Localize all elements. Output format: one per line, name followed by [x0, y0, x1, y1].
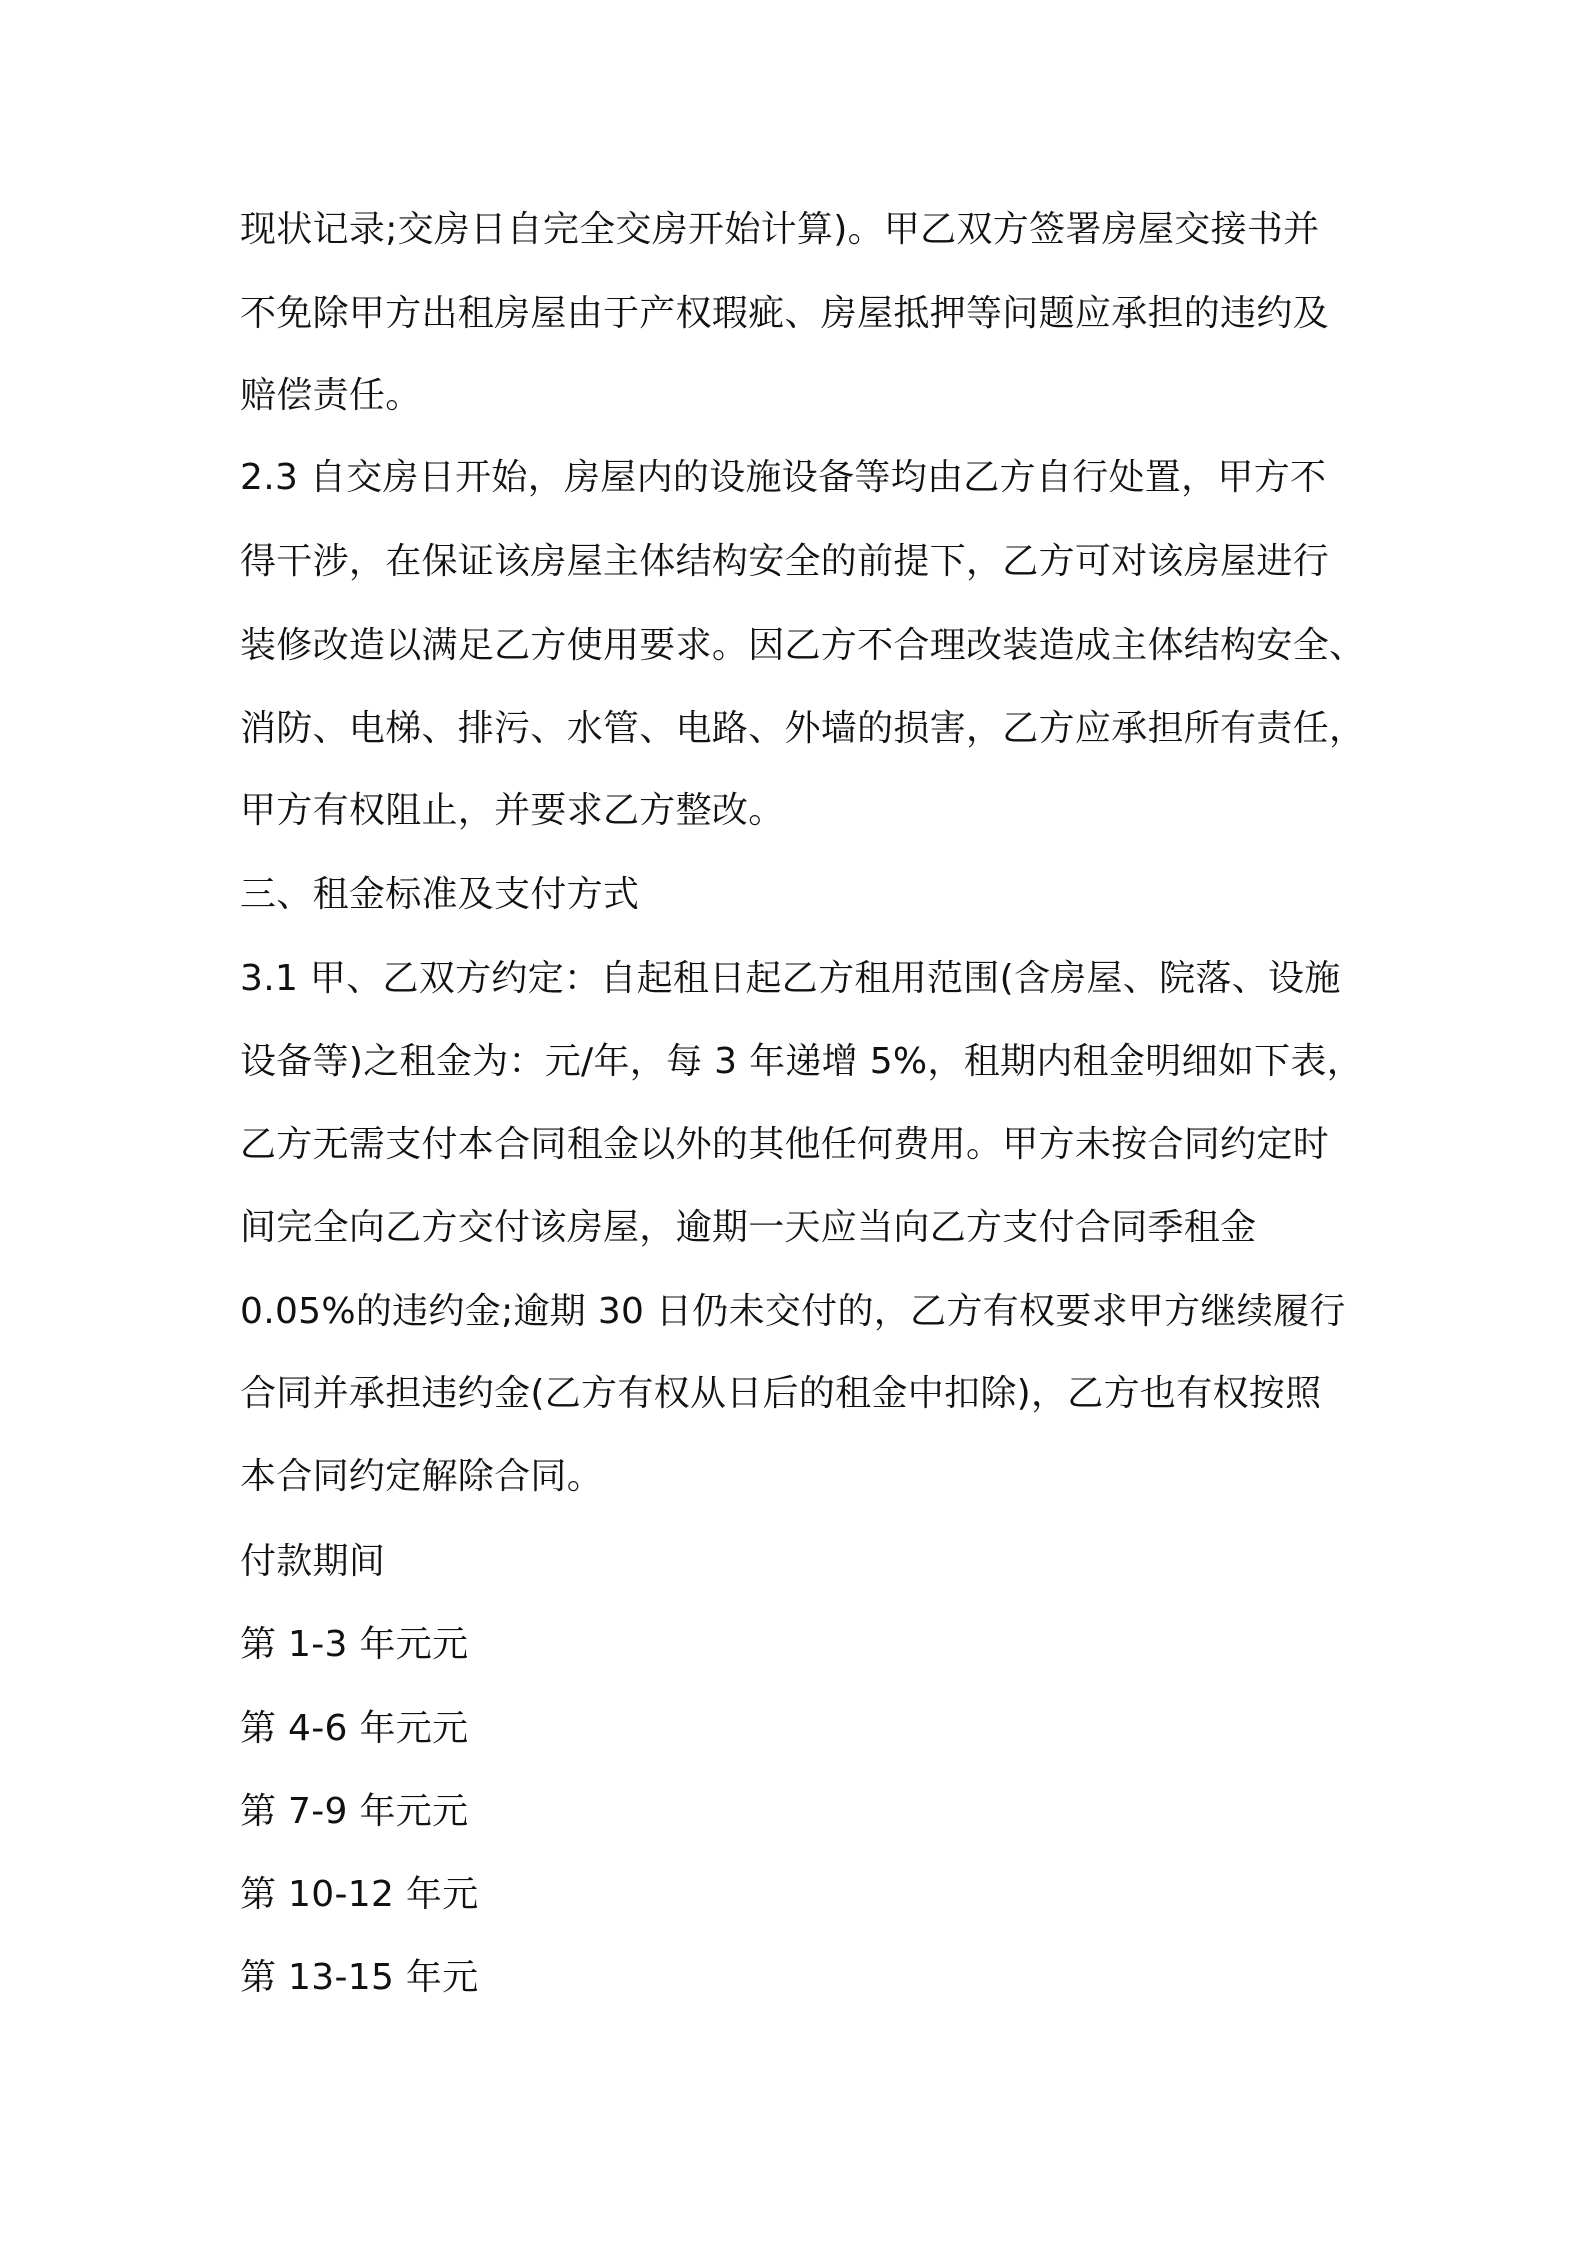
- payment-period-item: 第 10-12 年元: [240, 1874, 479, 1915]
- payment-period-item: 第 13-15 年元: [240, 1957, 479, 1998]
- text-line: 赔偿责任。: [240, 375, 422, 416]
- payment-period-label: 付款期间: [240, 1541, 386, 1582]
- text-line: 装修改造以满足乙方使用要求。因乙方不合理改装造成主体结构安全、: [240, 625, 1366, 666]
- text-line: 合同并承担违约金(乙方有权从日后的租金中扣除)，乙方也有权按照: [240, 1373, 1322, 1414]
- text-line: 甲方有权阻止，并要求乙方整改。: [240, 790, 785, 831]
- text-line: 0.05%的违约金;逾期 30 日仍未交付的，乙方有权要求甲方继续履行: [240, 1291, 1346, 1332]
- text-line: 现状记录;交房日自完全交房开始计算)。甲乙双方签署房屋交接书并: [240, 209, 1320, 250]
- text-line: 得干涉，在保证该房屋主体结构安全的前提下，乙方可对该房屋进行: [240, 541, 1330, 582]
- payment-period-item: 第 4-6 年元元: [240, 1708, 469, 1749]
- text-line: 设备等)之租金为：元/年，每 3 年递增 5%，租期内租金明细如下表，: [240, 1041, 1364, 1082]
- text-line: 2.3 自交房日开始，房屋内的设施设备等均由乙方自行处置，甲方不: [240, 457, 1327, 498]
- text-line: 消防、电梯、排污、水管、电路、外墙的损害，乙方应承担所有责任，: [240, 708, 1366, 749]
- payment-period-item: 第 7-9 年元元: [240, 1791, 469, 1832]
- text-line: 不免除甲方出租房屋由于产权瑕疵、房屋抵押等问题应承担的违约及: [240, 293, 1330, 334]
- text-line: 本合同约定解除合同。: [240, 1456, 604, 1497]
- payment-period-item: 第 1-3 年元元: [240, 1624, 469, 1665]
- text-line: 乙方无需支付本合同租金以外的其他任何费用。甲方未按合同约定时: [240, 1124, 1330, 1165]
- section-heading: 三、租金标准及支付方式: [240, 874, 640, 915]
- text-line: 3.1 甲、乙双方约定：自起租日起乙方租用范围(含房屋、院落、设施: [240, 958, 1341, 999]
- text-line: 间完全向乙方交付该房屋，逾期一天应当向乙方支付合同季租金: [240, 1207, 1257, 1248]
